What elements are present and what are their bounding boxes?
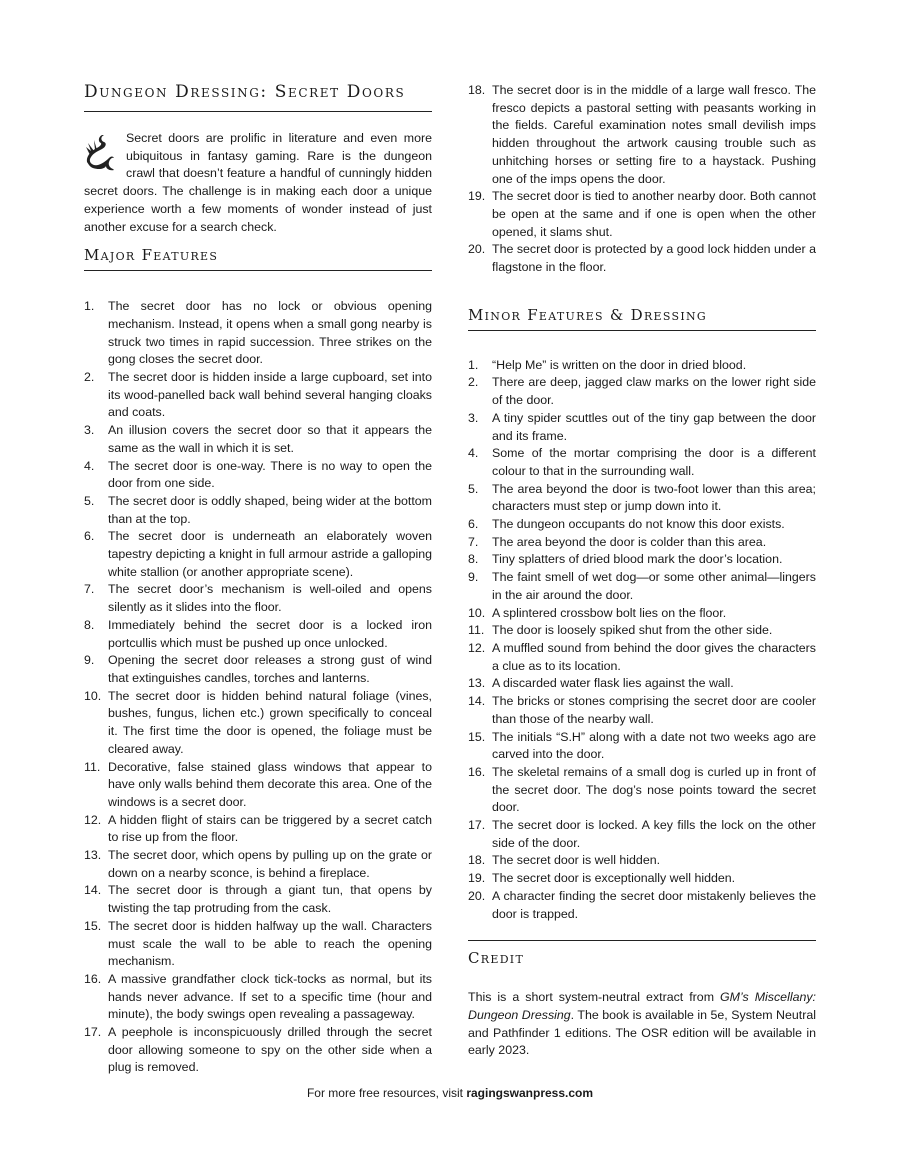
- list-item-text: The secret door, which opens by pulling up on the grate or down on a nearby sconce, is behind a fireplace.: [108, 848, 432, 880]
- list-item: [468, 569, 816, 604]
- list-item-text: The secret door is hidden behind natural foliage (vines, bushes, fungus, lichen etc.) grown specifically to conceal it. The first time the door is opened, the foliage must be cleared away.: [108, 688, 432, 756]
- list-item: [468, 551, 816, 569]
- major-features-list-continued: [468, 82, 816, 277]
- list-item: [468, 729, 816, 764]
- list-item-text: A discarded water flask lies against the wall.: [492, 676, 734, 691]
- list-item: [468, 481, 816, 516]
- list-item-number: 12.: [84, 812, 102, 827]
- list-item: [84, 528, 432, 581]
- list-item-number: 20.: [468, 888, 486, 903]
- list-item: [468, 410, 816, 445]
- list-item-number: 7.: [84, 582, 95, 597]
- list-item-text: A splintered crossbow bolt lies on the floor.: [492, 605, 727, 620]
- list-item-number: 17.: [468, 818, 486, 833]
- page-footer: [0, 1086, 900, 1100]
- list-item-number: 16.: [468, 764, 486, 779]
- list-item-text: “Help Me” is written on the door in dried blood.: [492, 357, 747, 372]
- list-item-number: 5.: [84, 493, 95, 508]
- list-item-number: 15.: [468, 729, 486, 744]
- list-item-number: 8.: [468, 552, 479, 567]
- list-item-number: 12.: [468, 640, 486, 655]
- list-item-text: An illusion covers the secret door so that it appears the same as the wall in which it is set.: [108, 423, 432, 455]
- list-item: [84, 688, 432, 759]
- list-item: [84, 652, 432, 687]
- list-item: [468, 640, 816, 675]
- list-item-text: Opening the secret door releases a strong gust of wind that extinguishes candles, torches and lanterns.: [108, 653, 432, 685]
- list-item-number: 9.: [468, 570, 479, 585]
- list-item-number: 2.: [468, 375, 479, 390]
- credit-text-before: This is a short system-neutral extract from: [468, 990, 721, 1005]
- list-item-number: 19.: [468, 871, 486, 886]
- list-item-text: The skeletal remains of a small dog is curled up in front of the secret door. The dog’s nose points toward the secret door.: [492, 764, 816, 815]
- list-item: [468, 870, 816, 888]
- list-item-text: The secret door’s mechanism is well-oiled and opens silently as it slides into the floor.: [108, 582, 432, 615]
- list-item-text: Immediately behind the secret door is a locked iron portcullis which must be pushed up once unlocked.: [108, 617, 432, 650]
- list-item-number: 15.: [84, 918, 102, 933]
- list-item: [84, 971, 432, 1024]
- book-title: GM’s Miscellany: Dungeon Dressing: [468, 990, 816, 1022]
- list-item: [468, 445, 816, 480]
- list-item-text: The secret door is locked. A key fills the lock on the other side of the door.: [492, 818, 816, 850]
- intro-text: Secret doors are prolific in literature and even more ubiquitous in fantasy gaming. Rare is the dungeon crawl that doesn’t feature a handful of cunningly hidden secret doors. The challenge is in making each door a unique experience worth a few moments of wonder instead of just another excuse for a search check.: [84, 131, 432, 234]
- list-item-number: 1.: [468, 357, 479, 372]
- list-item-text: The secret door is tied to another nearby door. Both cannot be open at the same and if one is open when the other opened, it slams shut.: [492, 189, 816, 239]
- list-item-number: 6.: [84, 529, 95, 544]
- list-item: [468, 516, 816, 534]
- list-item-text: Tiny splatters of dried blood mark the door’s location.: [492, 552, 783, 567]
- list-item: [84, 759, 432, 812]
- list-item-number: 2.: [84, 370, 95, 385]
- list-item: [84, 298, 432, 369]
- list-item: [84, 812, 432, 847]
- list-item-text: A muffled sound from behind the door gives the characters a clue as to its location.: [492, 640, 816, 673]
- list-item-number: 18.: [468, 83, 486, 97]
- minor-features-list: [468, 357, 816, 924]
- list-item-text: The secret door is protected by a good lock hidden under a flagstone in the floor.: [492, 242, 816, 275]
- list-item: [84, 493, 432, 528]
- list-item-number: 3.: [468, 410, 479, 425]
- list-item: [468, 82, 816, 188]
- list-item-number: 11.: [84, 759, 101, 774]
- minor-features-section: [468, 306, 816, 924]
- credit-section: [468, 940, 816, 1060]
- list-item-number: 11.: [468, 623, 485, 638]
- intro-paragraph: [84, 130, 432, 236]
- list-item-text: The secret door is one-way. There is no way to open the door from one side.: [108, 458, 432, 491]
- list-item-text: Decorative, false stained glass windows that appear to have only walls behind them decorate this area. One of the windows is a secret door.: [108, 759, 432, 809]
- right-column: [468, 82, 816, 1060]
- list-item-number: 5.: [468, 481, 479, 496]
- list-item-number: 10.: [468, 605, 486, 620]
- list-item-text: A tiny spider scuttles out of the tiny gap between the door and its frame.: [492, 410, 816, 443]
- list-item-text: The area beyond the door is colder than this area.: [492, 534, 767, 549]
- list-item-number: 8.: [84, 617, 95, 632]
- footer-text: For more free resources, visit: [306, 1086, 467, 1100]
- list-item-number: 9.: [84, 653, 95, 668]
- credit-text-after: . The book is available in 5e, System Neutral and Pathfinder 1 editions. The OSR edition will be available in early 2023.: [468, 1007, 816, 1058]
- list-item-number: 4.: [84, 458, 95, 473]
- list-item-text: The secret door is oddly shaped, being wider at the bottom than at the top.: [108, 493, 432, 526]
- list-item-text: A hidden flight of stairs can be triggered by a secret catch to rise up from the floor.: [108, 812, 432, 845]
- list-item-text: The secret door is hidden inside a large cupboard, set into its wood-panelled back wall behind several hanging cloaks and coats.: [108, 370, 432, 420]
- swan-dragon-icon: [84, 132, 120, 172]
- list-item: [468, 605, 816, 623]
- list-item: [84, 918, 432, 971]
- list-item-text: The initials “S.H” along with a date not two weeks ago are carved into the door.: [492, 729, 816, 762]
- list-item-number: 20.: [468, 242, 486, 257]
- list-item-text: Some of the mortar comprising the door is a different colour to that in the surrounding wall.: [492, 446, 816, 478]
- list-item-number: 1.: [84, 299, 95, 314]
- list-item-number: 13.: [84, 848, 102, 863]
- list-item-text: The bricks or stones comprising the secret door are cooler than those of the nearby wall.: [492, 694, 816, 726]
- list-item-text: The dungeon occupants do not know this door exists.: [492, 517, 785, 532]
- list-item-text: The secret door is in the middle of a large wall fresco. The fresco depicts a pastoral setting with peasants working in the fields. Careful examination notes small devilish imps hidden throughout the artwork causing trouble such as unhitching horses or setting fire to a haystack. Pushing one of the imps opens the door.: [492, 83, 816, 186]
- list-item: [468, 888, 816, 923]
- list-item-number: 17.: [84, 1025, 102, 1040]
- list-item-text: The secret door is underneath an elaborately woven tapestry depicting a knight in full armour astride a galloping white stallion (or another appropriate scene).: [108, 529, 432, 579]
- list-item: [468, 374, 816, 409]
- list-item: [468, 693, 816, 728]
- list-item-text: The secret door is through a giant tun, that opens by twisting the tap protruding from the cask.: [108, 883, 432, 916]
- list-item-number: 10.: [84, 688, 102, 703]
- list-item: [84, 369, 432, 422]
- list-item: [468, 241, 816, 276]
- list-item-text: The secret door is exceptionally well hidden.: [492, 871, 736, 886]
- list-item-text: There are deep, jagged claw marks on the lower right side of the door.: [492, 375, 816, 408]
- list-item: [84, 617, 432, 652]
- credit-text: [468, 989, 816, 1060]
- list-item: [468, 188, 816, 241]
- left-column: [84, 82, 432, 1077]
- list-item-number: 19.: [468, 189, 486, 204]
- list-item: [468, 817, 816, 852]
- list-item-number: 16.: [84, 971, 102, 986]
- major-features-heading: Major Features: [84, 246, 432, 271]
- major-features-section: [84, 246, 432, 1077]
- list-item: [84, 882, 432, 917]
- list-item-number: 18.: [468, 853, 486, 868]
- minor-features-heading: Minor Features & Dressing: [468, 306, 816, 331]
- credit-heading: Credit: [468, 949, 525, 968]
- list-item: [84, 847, 432, 882]
- list-item: [84, 458, 432, 493]
- list-item: [468, 622, 816, 640]
- list-item-text: The secret door has no lock or obvious opening mechanism. Instead, it opens when a small gong nearby is struck two times in rapid succession. Three strikes on the gong closes the secret door.: [108, 299, 432, 367]
- list-item-text: A massive grandfather clock tick-tocks as normal, but its hands never advance. If set to a specific time (hour and minute), the body swings open revealing a passageway.: [108, 971, 432, 1022]
- list-item-number: 4.: [468, 446, 479, 461]
- list-item-text: The door is loosely spiked shut from the other side.: [492, 623, 773, 638]
- list-item-number: 14.: [468, 694, 486, 709]
- list-item: [468, 675, 816, 693]
- list-item-text: The secret door is well hidden.: [492, 853, 661, 868]
- list-item: [468, 357, 816, 375]
- list-item: [84, 1024, 432, 1077]
- list-item-text: The secret door is hidden halfway up the wall. Characters must scale the wall to be able to reach the opening mechanism.: [108, 918, 432, 969]
- list-item: [468, 534, 816, 552]
- list-item: [468, 764, 816, 817]
- list-item-text: A character finding the secret door mistakenly believes the door is trapped.: [492, 888, 816, 921]
- list-item-number: 14.: [84, 883, 102, 898]
- list-item-number: 3.: [84, 423, 95, 438]
- list-item: [84, 422, 432, 457]
- list-item: [468, 852, 816, 870]
- list-item: [84, 581, 432, 616]
- list-item-text: A peephole is inconspicuously drilled through the secret door allowing someone to spy on the other side when a plug is removed.: [108, 1025, 432, 1075]
- list-item-number: 6.: [468, 517, 479, 532]
- list-item-text: The faint smell of wet dog—or some other animal—lingers in the air around the door.: [492, 570, 816, 602]
- major-features-list: [84, 298, 432, 1077]
- list-item-number: 7.: [468, 534, 479, 549]
- list-item-number: 13.: [468, 676, 486, 691]
- list-item-text: The area beyond the door is two-foot lower than this area; characters must step or jump down into it.: [492, 481, 816, 514]
- page-title: Dungeon Dressing: Secret Doors: [84, 82, 432, 112]
- footer-link[interactable]: ragingswanpress.com: [466, 1086, 594, 1100]
